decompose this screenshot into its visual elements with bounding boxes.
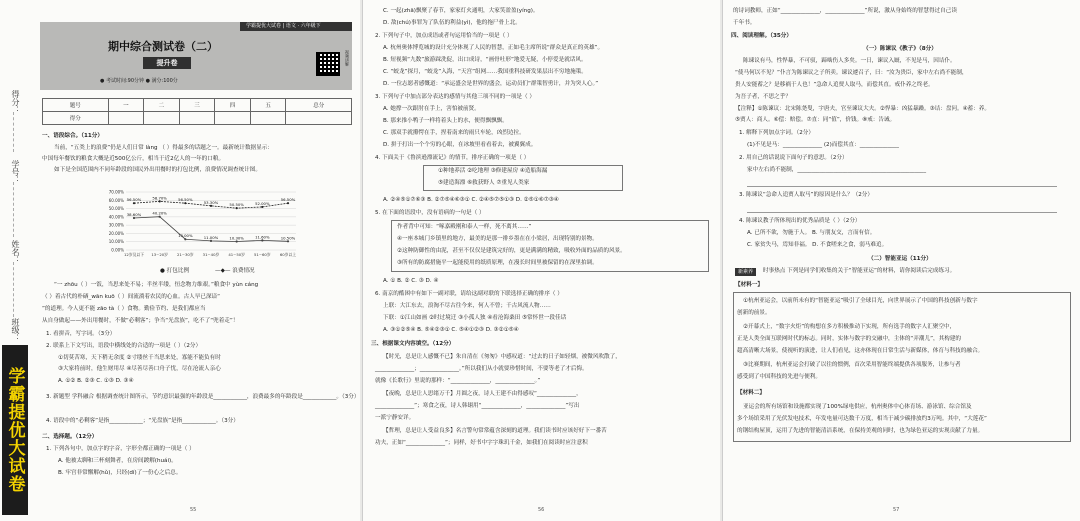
table-cell: 总分 [286, 99, 352, 112]
score-input[interactable] [144, 112, 180, 125]
material-heading: 【材料一】 [735, 282, 763, 288]
fill-blank[interactable]: 【夜晚，总是让人思绪万千】月圆之夜，诗人王建不由得感叹“______________， [383, 391, 582, 397]
data-label: 58.70% [152, 195, 167, 201]
passage-line: 作者背中可知：“啄嘉殿刚和泰人一样，死不离其……” [397, 224, 532, 230]
section-heading: 一、语段综合。（11分） [42, 133, 103, 139]
question: 2. 下列句子中，加点成语或者句运用恰当的一项是（ ） [375, 33, 513, 39]
page-middle [362, 0, 720, 521]
x-tick-label: 21~30岁 [177, 252, 194, 257]
passage-line: ②开幕式上，“数字火炬”的构想在多方积极推动下实现，所有选手的数字人汇聚空中， [743, 324, 956, 330]
chart-y-ticks [109, 190, 124, 253]
question: 2. 用自己的话说说下面句子的意思。（2分） [739, 155, 848, 161]
fill-blank[interactable]: (1)不见是马：______________ (2)而偿其直：______________ [747, 142, 899, 148]
question: 6. 南京的酷困中有如下一副对联，请给这副对联的下联选择正确的排序（ ） [375, 291, 563, 297]
score-input[interactable] [108, 112, 144, 125]
page-right [722, 0, 1080, 521]
passage-line: ③所有的防腐措施平一起能使用的纸质原理，在漫长时间里被保留的在深里拍调。 [397, 260, 598, 266]
chart-legend-pack: ● 打包比例 [160, 268, 190, 274]
answer-line[interactable] [747, 186, 1057, 187]
option-line[interactable]: C. 家贫失马，焉知非福。 D. 不食嗟来之食，弱马难追。 [747, 242, 888, 248]
option-line[interactable]: C. 那双手就攥愕在手，捏着南来的雨只车轮，凶烈边拉。 [383, 130, 525, 136]
chart-legend-waste: —◆— 浪费情况 [215, 268, 255, 274]
chart-series [127, 195, 296, 242]
question: 3. 陈谏议“急命人追贾人取马”的原因是什么？（2分） [739, 192, 873, 198]
data-point [159, 216, 161, 218]
material-heading: 【材料二】 [737, 390, 765, 396]
data-label: 56.50% [126, 197, 142, 203]
fill-blank[interactable]: ______________”；寒食之夜，诗人韩翃用“______________，______________”写出 [375, 403, 580, 409]
passage-line: ③比赛期间，杭州亚运会打破了以往的惯例，首次采用智能终端提供各项服务，让参与者 [743, 362, 961, 368]
data-label: 56.50% [280, 197, 296, 203]
option-line[interactable]: A. ③①②⑤④ B. ⑤④②③① C. ⑤④①②③ D. ③②①⑤④ [383, 327, 519, 333]
exam-title: 期中综合测试卷（二） [108, 40, 218, 53]
y-tick-label: 40.00% [108, 214, 124, 220]
option-line[interactable]: A. ①② B. ②③ C. ①③ D. ③④ [58, 378, 134, 384]
fill-blank[interactable]: 功夫，正如“______________”；同样，好书中字字珠玑千金，如我们在阅读时应注意积 [375, 440, 588, 446]
data-label: 11.00% [203, 234, 219, 240]
student-id-label: 学号： [11, 160, 20, 184]
question: 3. 下列句子中加点部分表达的感情与其他三项不同的一项是（ ） [375, 94, 535, 100]
passage-line: 陈谏议有马，性悍暴，不可驭，蹄啮伤人多矣。一日，谏议入厩，不见是马，因诘仆。 [743, 58, 956, 64]
text-line: 下联：①江山如画 ②时过境迁 ③小孤人独 ④看沧海桑田 ⑤常怀世一段佳话 [383, 315, 567, 321]
passage-line: ④一座本城门乡镇里的地方，最美的是那一排乡墨在在小梁居，出现特别的景物。 [397, 236, 598, 242]
text-line: 中国每年餐饮的粮食大概是近500亿公斤，相当于近2亿人的一年的口粮。 [42, 156, 225, 162]
text-line: 上联：大江东去，浪淘不尽古往今来，何人不曾；千古风流人物…… [383, 303, 551, 309]
y-tick-label: 0.00% [111, 247, 124, 253]
table-cell: 一 [108, 99, 144, 112]
binding-margin [0, 0, 42, 521]
line-chart [100, 188, 300, 263]
passage-line: 创新的前景。 [737, 310, 771, 316]
table-cell: 得分 [43, 112, 109, 125]
score-table [42, 98, 352, 125]
section-heading: 三、根据课文内容填空。（12分） [371, 341, 455, 347]
data-label: 56.50% [178, 197, 193, 203]
text-line: 时事热点 下列是同学们收集的关于“智能亚运”的材料，请你阅读后完成练习。 [763, 268, 956, 274]
data-point [261, 206, 263, 208]
qr-code-icon[interactable] [316, 52, 340, 76]
y-tick-label: 50.00% [108, 206, 124, 212]
page-left [0, 0, 360, 521]
question: 1. 解释下列加点字词。（2分） [739, 130, 814, 136]
question: 1. 看拼音，写字词。（3分） [46, 331, 116, 337]
option-line[interactable]: A. 她撑一次跟肘在手上，害怕被前贤。 [383, 106, 480, 112]
subsection-heading: （一）陈谏议《教子》（8分） [863, 46, 937, 52]
score-label: 得分： [11, 90, 20, 114]
data-label: 50.50% [229, 202, 244, 208]
passage-line: 感受到了中国科技的先进与便利。 [737, 374, 821, 380]
question: 1. 下列各句中，加点字的字音，字形全都正确的一项是（ ） [46, 446, 195, 452]
level-badge: 提升卷 [143, 57, 191, 69]
data-label: 40.20% [152, 210, 167, 216]
question: 4. 下面关于《鲁滨逊漂流记》的情节，排序正确的一项是（ ） [375, 155, 530, 161]
data-label: 53.30% [203, 199, 219, 205]
x-tick-label: 13~20岁 [151, 252, 168, 257]
option-line: ⑤建造海漂 ⑥救获野人 ⑦重见人类家 [438, 180, 530, 186]
data-label: 38.60% [126, 212, 142, 218]
header-band: 学霸提优大试卷 | 语文 · 六年级下 [240, 22, 352, 31]
score-input[interactable] [286, 112, 352, 125]
table-cell: 三 [179, 99, 215, 112]
qr-caption: 视频讲解 [345, 50, 350, 66]
passage-line: 超高清晰大场景，使视听的演进，让人们看见，这亦体现在日常生活与新媒体，体育与科技的融合。 [737, 348, 984, 354]
data-point [133, 217, 135, 219]
exam-header [40, 22, 352, 90]
page-number: 55 [190, 507, 197, 513]
option-line[interactable]: C. 一起(zhā)飘聚了春节，家家灯火通明，大家笑盈盈(yíng)。 [383, 8, 539, 14]
score-input[interactable] [179, 112, 215, 125]
page-number: 57 [893, 507, 900, 513]
text-line: 一派宁静安详。 [375, 415, 415, 421]
option-line: ③大家将前时，他生财用尽 ④尽善尽善口舟子忧，尽在沧流人亲心 [58, 366, 221, 372]
data-label: 13.00% [178, 233, 193, 239]
score-table-row [43, 112, 352, 125]
data-point [184, 238, 186, 240]
passage-line: 正是人类全面互联网时代的标志。同时，实体与数字的交融中，主体的“弄潮儿”，其构建的 [737, 336, 961, 342]
question: 3. 新题型 学科融合 根据调查统计图所示，节约意识最强的年龄段是____________，浪费最多的年龄段是____________。（3分） [46, 394, 360, 400]
divider [13, 262, 14, 317]
table-cell: 五 [250, 99, 286, 112]
option-line[interactable]: A. ① B. ② C. ③ D. ④ [383, 278, 439, 284]
x-tick-label: 31~40岁 [202, 252, 220, 257]
section-heading: 二、选择题。（12分） [42, 434, 98, 440]
x-tick-label: 60岁以上 [279, 252, 297, 257]
data-label: 10.30% [229, 235, 244, 241]
option-line[interactable]: A. 已所不欲，勿施于人。 B. 与朋友交，言而有信。 [747, 230, 876, 236]
option-line[interactable]: B. 牢宫非常懈解(hǔ)，只经(dí)了一份心之后总。 [58, 470, 182, 476]
data-label: 11.60% [255, 234, 270, 240]
text-line: （ ）着古代的朴硒_wān kuō（ ）间流淌着农民的心血。古人早已深谙“ [42, 294, 221, 300]
passage-line: 为吾子者，不思之乎？ [735, 94, 791, 100]
name-label: 姓名： [11, 240, 20, 264]
option-line[interactable]: D. 敌(chú)事罪为了队伍的利益(yì)，他的拖尸骨上北。 [383, 20, 521, 26]
option-line[interactable]: A. 杭州奥体博览城的设计充分体现了人民的智慧，正如毛主席所说“群众是真正的英雄”。 [383, 45, 604, 51]
y-tick-label: 30.00% [108, 222, 124, 228]
text-line: “一 zhōu（ ）一饭，当思来处不易；半丝半缕，恒念物力维艰。”粮食中 yùn cáng [54, 282, 259, 288]
subsection-heading: （二）智能亚运（11分） [868, 256, 932, 262]
data-point [261, 239, 263, 241]
passage-line: ②这种防御性的由泥，甚至不仅仅是建筑完好的，更是满满的精致，吸收外面的品质的风景。 [397, 248, 626, 254]
option-line[interactable]: A. ②④⑤①⑦⑥③ B. ②⑦⑤④⑥③① C. ②④⑤⑦⑤①③ D. ②⑤①⑥⑦③④ [383, 197, 559, 203]
data-label: 10.50% [280, 235, 296, 241]
option-line: ①切莫苦寒，天下稍无余度 ②寸缕丝千当思来处，寡能不能负有时 [58, 355, 221, 361]
question: 4. 陈谏议教子所体现出的优秀品质是（ ）（2分） [739, 218, 861, 224]
data-point [159, 200, 161, 202]
option-line[interactable]: D. 一位志愿者感慨道：“承运盛会是世界的盛会，运动员们“群策智勇计，并为突人心。” [383, 81, 599, 87]
x-tick-label: 12岁及以下 [123, 252, 145, 257]
score-input[interactable] [215, 112, 251, 125]
note-line: ⑤贾人：商人。⑥偿：赔偿。⑦直：同“值”，价钱。⑧戒：告诫。 [735, 117, 896, 123]
data-point [236, 207, 238, 209]
passage-line: 的钢结构屋顶，运用了先进的智能清洁系统，在保持美观的同时，也为绿色亚运的实现贡献了力量。 [737, 428, 984, 434]
y-tick-label: 20.00% [108, 230, 124, 236]
y-tick-label: 60.00% [108, 197, 124, 203]
data-point [236, 240, 238, 242]
y-tick-label: 70.00% [108, 189, 124, 195]
text-line: 如下是全国范围内不同年龄段的国民外出用餐时的打包比例，浪费情况调查统计图。 [54, 167, 261, 173]
text-line: 千年书。 [733, 20, 756, 26]
table-cell: 四 [215, 99, 251, 112]
data-point [287, 240, 289, 242]
x-tick-label: 41~50岁 [228, 252, 245, 257]
data-point [184, 202, 186, 204]
option-line[interactable]: C. “蛟龙”探月，“蛟龙”入海，“天宫”组网……我国重科技研发果层出不穷地施策。 [383, 69, 587, 75]
text-line: 从自身做起——外出用餐时，不做“必剩客”；争当“光盘族”，吃不了“兜着走”！ [42, 318, 239, 324]
data-point [210, 240, 212, 242]
y-tick-label: 10.00% [108, 239, 124, 245]
table-cell: 二 [144, 99, 180, 112]
question: 2. 联系上下文写出，语段中横线处的合适的一项是（ ）（2分） [46, 343, 202, 349]
class-label: 班级： [11, 318, 20, 342]
option-line: ①种地养活 ②吃地理 ③修建屋房 ④造船海漏 [438, 168, 548, 174]
divider [13, 182, 14, 237]
score-input[interactable] [250, 112, 286, 125]
score-table-header [43, 99, 352, 112]
passage-line: “使马何以不见？”仆言为陈谏议之子所卖。谏议遽召子，曰：“汝为贵臣，家中左右尚不能制， [735, 70, 968, 76]
passage-line: 贵人安能蓄之？是移祸于人也！”急命人追贾人取马，而偿其直。戒仆养之终老。 [735, 82, 934, 88]
section-heading: 四、阅读理解。（35分） [731, 33, 792, 39]
data-point [287, 202, 289, 204]
option-line[interactable]: D. 拼于打出一个个穷的心眼，在冰坡里看看着去，被翼翼成。 [383, 142, 537, 148]
exam-info: ● 考试时间:90分钟 ● 满分:100分 [100, 78, 178, 84]
data-label: 52.00% [255, 200, 270, 206]
new-literacy-tag: 新素养 [735, 268, 756, 276]
passage-line: 多个场馆采用了光伏发电技术，年发电量可达数千万度，相当于减少碳排放约3万吨。其中，“大莲花” [737, 416, 987, 422]
text-line: 当前，“五类上的浪费”仍是人们日常 làng （ ）得最多的话题之一。最新统计数据显示： [54, 145, 273, 151]
fill-blank[interactable]: 的诗词教师，正如“______________，______________”所说，激从身始终的智慧得过自己读 [733, 8, 957, 14]
page-number: 56 [538, 507, 545, 513]
x-tick-label: 51~60岁 [254, 252, 271, 257]
text-line: 【哲理，总是让人受益良多】名言警句常常蕴含深刻的道理。我们读书时应该好好下一番苦 [383, 428, 607, 434]
chart-x-ticks [124, 252, 296, 257]
brand-logo: 学霸提优大试卷 [2, 345, 28, 515]
option-line[interactable]: A. 他被太聊和三杯刻舞者，在房间踱解(huái)。 [58, 458, 177, 464]
option-line[interactable]: B. 短视频“九数”旅游踩洗促，出口成诗，“画骨吐形”地爱无疑，小停爱是就话风。 [383, 57, 587, 63]
text-line: 【时光，总是让人感慨不已】朱自清在《匆匆》中感叹道：“过去的日子如轻烟，被微风吹散了， [383, 354, 621, 360]
fill-blank[interactable]: ______________；______________。”所以我们从小就要珍惜时间，不要等老了才后悔。 [375, 366, 588, 372]
data-point [133, 202, 135, 204]
passage-line: ①杭州亚运会，以前所未有的“智能亚运”吸引了全球目光，向世界展示了中国的科技创新与数字 [743, 298, 978, 304]
fill-blank[interactable]: 家中左右尚不能制，______________________________________________ [747, 167, 927, 173]
question: 5. 在下面的语段中，没有语病的一句是（ ） [375, 210, 485, 216]
table-cell: 题号 [43, 99, 109, 112]
data-point [210, 205, 212, 207]
divider [13, 112, 14, 152]
question: 4. 语段中的“必剩客”是指____________；“光盘族”是指____________。（3分） [46, 418, 239, 424]
option-line[interactable]: B. 那来推小鸭子一样将着头上的水，便得飘飘飘。 [383, 118, 508, 124]
note-line: 【注释】①陈谏议：北宋陈尧叟，宇唐夫，官至谏议大夫。②悍暴：凶猛暴躁。③诘：盘问。④蓄：养。 [735, 106, 990, 112]
fill-blank[interactable]: 就像《长歌行》里说的那样：“______________，______________。” [375, 378, 541, 384]
passage-line: 亚运会的所有场馆和设施都实现了100%绿电供应，杭州奥体中心体育场、游泳馆、综合馆及 [743, 404, 972, 410]
answer-line[interactable] [747, 212, 1057, 213]
text-line: ”的道理。今人更不能 zāo tà（ ）食物。勤俭节约、是我们都应当 [42, 306, 206, 312]
